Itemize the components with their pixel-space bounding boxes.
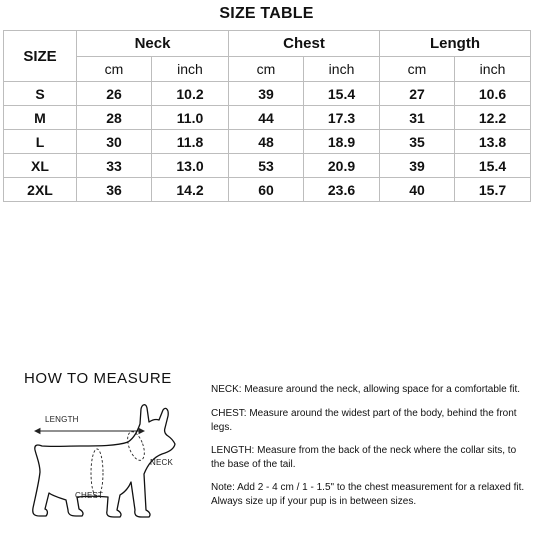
- neck-guide-icon: [124, 430, 147, 463]
- length-header: Length: [380, 31, 531, 57]
- table-cell: 35: [380, 130, 455, 154]
- unit-header: cm: [229, 57, 304, 82]
- table-cell: 11.8: [152, 130, 229, 154]
- table-cell: 28: [77, 106, 152, 130]
- chest-label: CHEST: [75, 491, 104, 500]
- size-header: SIZE: [4, 31, 77, 82]
- table-cell: 15.4: [455, 154, 531, 178]
- table-cell: 44: [229, 106, 304, 130]
- unit-header: inch: [455, 57, 531, 82]
- how-to-measure-title: HOW TO MEASURE: [24, 370, 172, 387]
- table-cell: 60: [229, 178, 304, 202]
- unit-header: inch: [304, 57, 380, 82]
- table-cell: 15.7: [455, 178, 531, 202]
- table-cell: 39: [229, 82, 304, 106]
- table-cell: 10.6: [455, 82, 531, 106]
- length-label: LENGTH: [45, 415, 79, 424]
- table-cell: 27: [380, 82, 455, 106]
- table-cell: 23.6: [304, 178, 380, 202]
- size-label: L: [4, 130, 77, 154]
- table-row: [4, 106, 531, 130]
- table-cell: 12.2: [455, 106, 531, 130]
- table-cell: 26: [77, 82, 152, 106]
- table-cell: 10.2: [152, 82, 229, 106]
- table-cell: 48: [229, 130, 304, 154]
- table-row: [4, 130, 531, 154]
- table-cell: 20.9: [304, 154, 380, 178]
- table-row: [4, 82, 531, 106]
- table-cell: 53: [229, 154, 304, 178]
- size-label: S: [4, 82, 77, 106]
- neck-note: NECK: Measure around the neck, allowing space for a comfortable fit.: [211, 384, 521, 395]
- table-cell: 39: [380, 154, 455, 178]
- chest-guide-icon: [91, 449, 103, 497]
- neck-header: Neck: [77, 31, 229, 57]
- table-cell: 14.2: [152, 178, 229, 202]
- table-cell: 31: [380, 106, 455, 130]
- fit-note: Note: Add 2 - 4 cm / 1 - 1.5" to the chest measurement for a relaxed fit. Always size up if your pup is in between sizes.: [211, 482, 525, 507]
- table-cell: 33: [77, 154, 152, 178]
- size-label: 2XL: [4, 178, 77, 202]
- table-cell: 15.4: [304, 82, 380, 106]
- table-cell: 11.0: [152, 106, 229, 130]
- length-note: LENGTH: Measure from the back of the neck where the collar sits, to the base of the tail.: [211, 445, 517, 470]
- table-cell: 13.8: [455, 130, 531, 154]
- chest-header: Chest: [229, 31, 380, 57]
- size-label: XL: [4, 154, 77, 178]
- table-cell: 17.3: [304, 106, 380, 130]
- table-cell: 13.0: [152, 154, 229, 178]
- table-cell: 36: [77, 178, 152, 202]
- table-row: [4, 154, 531, 178]
- size-table: [3, 30, 531, 202]
- table-cell: 40: [380, 178, 455, 202]
- size-label: M: [4, 106, 77, 130]
- unit-header: cm: [77, 57, 152, 82]
- table-cell: 30: [77, 130, 152, 154]
- measure-notes: [211, 383, 529, 518]
- unit-header: inch: [152, 57, 229, 82]
- table-cell: 18.9: [304, 130, 380, 154]
- page-title: SIZE TABLE: [219, 5, 314, 22]
- chest-note: CHEST: Measure around the widest part of the body, behind the front legs.: [211, 408, 517, 433]
- table-row: [4, 178, 531, 202]
- unit-header: cm: [380, 57, 455, 82]
- length-arrow-icon: [35, 429, 144, 434]
- neck-label: NECK: [150, 458, 174, 467]
